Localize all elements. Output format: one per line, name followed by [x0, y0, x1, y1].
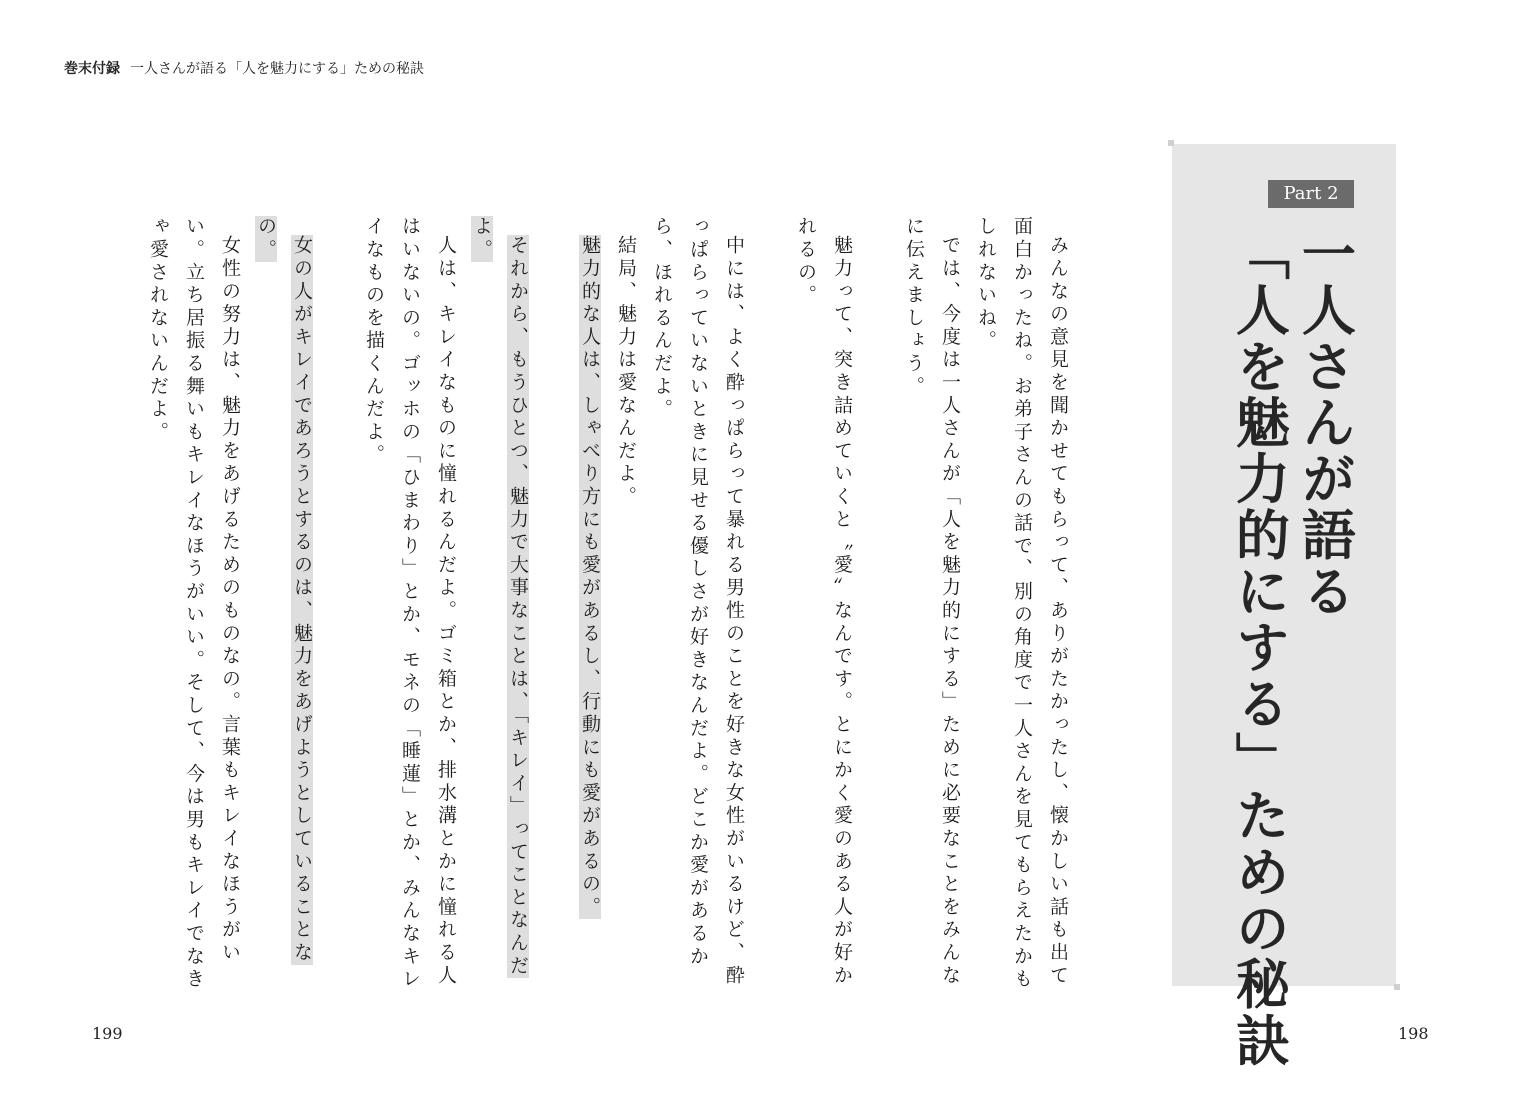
paragraph-2: では、今度は一人さんが「人を魅力的にする」ために必要なことをみんなに伝えましょう。: [903, 216, 961, 988]
paragraph-9: [248, 216, 320, 1006]
running-head-label: 巻末付録: [64, 61, 120, 77]
running-head-title: 一人さんが語る「人を魅力にする」ための秘訣: [130, 61, 424, 77]
paragraph-10: 女性の努力は、魅力をあげるためのものなの。言葉もキレイなほうがいい。立ち居振る舞いもキレイなほうがいい。そして、今は男もキレイでなきゃ愛されないんだよ。: [147, 216, 241, 992]
running-head: [64, 58, 424, 78]
paragraph-5: 結局、魅力は愛なんだよ。: [615, 235, 637, 509]
paragraph-3: 魅力って、突き詰めていくと〝愛〟なんです。とにかく愛のある人が好かれるの。: [795, 216, 853, 988]
paragraph-4: 中には、よく酔っぱらって暴れる男性のことを好きな女性がいるけど、酔っぱらっていないときに見せる優しさが好きなんだよ。どこか愛があるから、ほれるんだよ。: [651, 216, 745, 988]
page-number-right: 198: [1398, 1024, 1429, 1043]
paragraph-7: [464, 216, 536, 1006]
page-number-left: 199: [92, 1024, 123, 1043]
paragraph-6: [572, 216, 608, 1006]
chapter-title-box: [1172, 144, 1396, 1069]
highlighted-sentence: それから、もうひとつ、魅力で大事なことは、「キレイ」ってことなんだよ。: [471, 216, 529, 978]
paragraph-1: みんなの意見を聞かせてもらって、ありがたかったし、懐かしい話も出て面白かったね。お弟子さんの話で、別の角度で一人さんを見てもらえたかもしれないね。: [975, 216, 1069, 992]
paragraph-8: 人は、キレイなものに憧れるんだよ。ゴミ箱とか、排水溝とかに憧れる人はいないの。ゴッホの「ひまわり」とか、モネの「睡蓮」とか、みんなキレイなものを描くんだよ。: [363, 216, 457, 992]
highlighted-sentence: 女の人がキレイであろうとするのは、魅力をあげようとしていることなの。: [255, 216, 313, 965]
part-badge: Part 2: [1268, 180, 1354, 208]
chapter-title-line-1: 一人さんが語る: [1293, 226, 1358, 620]
body-text: [140, 216, 1076, 1006]
highlighted-sentence: 魅力的な人は、しゃべり方にも愛があるし、行動にも愛があるの。: [579, 235, 601, 919]
chapter-title-line-2: 「人を魅力的にする」ための秘訣: [1227, 226, 1292, 1069]
